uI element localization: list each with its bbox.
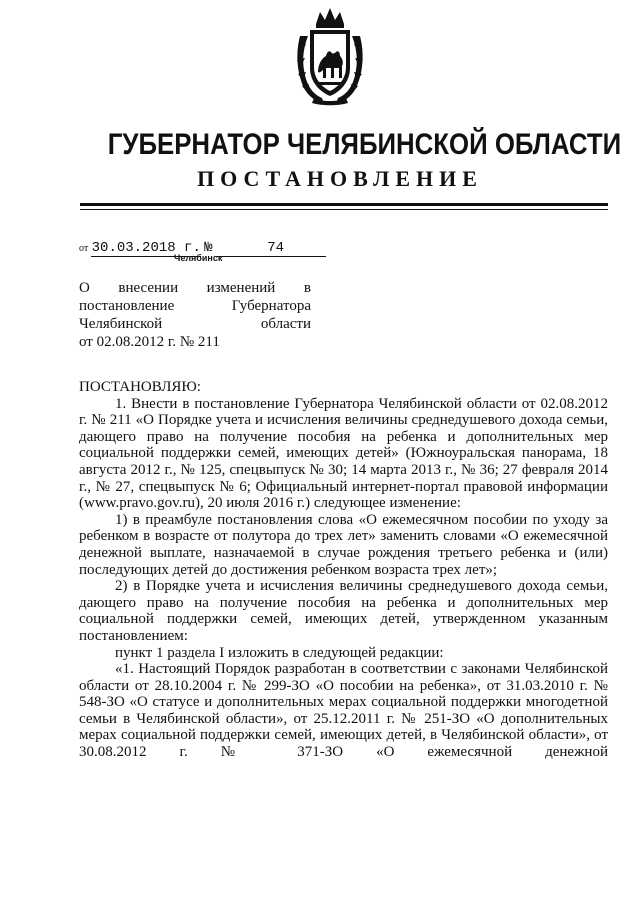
subject-word: изменений — [206, 280, 276, 296]
paragraph-4: пункт 1 раздела I изложить в следующей редакции: — [115, 644, 444, 661]
date-prefix: от — [79, 243, 89, 254]
coat-of-arms-emblem — [294, 6, 366, 106]
document-date: 30.03.2018 г. — [91, 240, 201, 256]
number-prefix: № — [204, 240, 213, 256]
document-subject — [79, 279, 311, 351]
subject-word: Губернатора — [231, 298, 311, 314]
city-name: Челябинск — [174, 253, 223, 263]
subject-word: в — [303, 280, 311, 296]
paragraph-2: 1) в преамбуле постановления слова «О ежемесячном пособии по уходу за ребенком в возрасте от полутора до трех лет» заменить словами «О ежемесячной денежной выплате, назначаемой в случае рождения третьего ребенка и (или) последующих детей до достижения ребенком возраста трех лет»; — [79, 511, 608, 578]
subject-word: области — [260, 316, 311, 332]
header-divider-thin — [80, 209, 608, 210]
paragraph-1: 1. Внести в постановление Губернатора Челябинской области от 02.08.2012 г. № 211 «О Порядке учета и исчисления величины среднедушевого дохода семьи, дающего право на получение пособия на ребенка и дополнительных мер социальной поддержки семей, имеющих детей» (Южноуральская панорама, 18 августа 2012 г., № 125, спецвыпуск № 30; 14 марта 2013 г., № 36; 27 февраля 2014 г., № 27, спецвыпуск № 6; Официальный интернет-портал правовой информации (www.pravo.gov.ru), 20 июля 2016 г.) следующее изменение: — [79, 395, 608, 512]
header-divider-thick — [80, 203, 608, 206]
paragraph-5: «1. Настоящий Порядок разработан в соответствии с законами Челябинской области от 28.10.2004 г. № 299-ЗО «О пособии на ребенка», от 31.03.2010 г. № 548-ЗО «О статусе и дополнительных мерах социальной поддержки многодетной семьи в Челябинской области», от 25.12.2011 г. № 251-ЗО «О дополнительных мерах социальной поддержки семей, имеющих детей, в Челябинской области», от 30.08.2012 г. № 371-ЗО «О ежемесячной денежной — [79, 661, 608, 761]
document-body — [79, 379, 608, 761]
subject-word: постановление — [79, 298, 175, 314]
governor-title: ГУБЕРНАТОР ЧЕЛЯБИНСКОЙ ОБЛАСТИ — [107, 128, 622, 161]
document-number: 74 — [216, 240, 326, 257]
decree-heading: ПОСТАНОВЛЯЮ: — [79, 379, 201, 395]
subject-word: О — [79, 280, 90, 296]
subject-word: внесении — [118, 280, 179, 296]
subject-line: от 02.08.2012 г. № 211 — [79, 334, 220, 350]
paragraph-3: 2) в Порядке учета и исчисления величины среднедушевого дохода семьи, дающего право на получение пособия на ребенка и дополнительных мер социальной поддержки семей, имеющих детей, утвержденном указанным постановлением: — [79, 578, 608, 644]
document-type: ПОСТАНОВЛЕНИЕ — [197, 166, 483, 191]
subject-word: Челябинской — [79, 316, 163, 332]
